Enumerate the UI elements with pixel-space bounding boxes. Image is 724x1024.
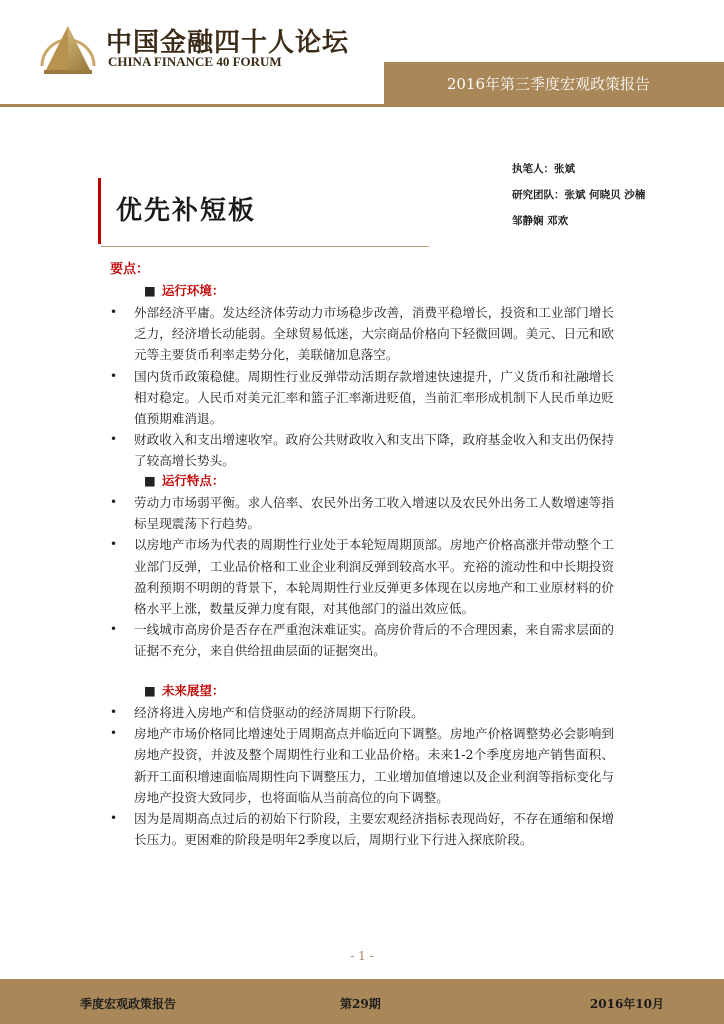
key-points-label: 要点： bbox=[110, 262, 150, 277]
document-title: 优先补短板 bbox=[116, 196, 257, 226]
footer-date: 2016年10月 bbox=[589, 997, 664, 1011]
black-square-icon: ■ bbox=[144, 283, 156, 298]
cf40-logo bbox=[38, 16, 98, 78]
section-heading: ■ 运行特点： bbox=[144, 473, 225, 488]
footer-band bbox=[0, 979, 724, 1024]
section-heading: ■ 运行环境： bbox=[144, 283, 225, 298]
page-number: - 1 - bbox=[350, 949, 374, 963]
title-divider bbox=[101, 246, 429, 247]
list-item: • 外部经济平庸。发达经济体劳动力市场稳步改善，消费平稳增长，投资和工业部门增长乏力，经济增长动能弱。全球贸易低迷，大宗商品价格向下轻微回调。美元、日元和欧元等主要货币利率走势分化，美联储加息落空。 bbox=[110, 302, 614, 366]
list-item: • 国内货币政策稳健。周期性行业反弹带动活期存款增速快速提升，广义货币和社融增长相对稳定。人民币对美元汇率和篮子汇率渐进贬值，当前汇率形成机制下人民币单边贬值预期难消退。 bbox=[110, 366, 614, 430]
writer-line: 执笔人：张斌 bbox=[512, 163, 575, 175]
list-item: • 劳动力市场弱平衡。求人倍率、农民外出务工收入增速以及农民外出务工人数增速等指标呈现震荡下行趋势。 bbox=[110, 492, 614, 534]
section-operating-environment bbox=[110, 280, 614, 472]
report-title-band bbox=[384, 62, 724, 104]
section-heading: ■ 未来展望： bbox=[144, 683, 225, 698]
org-name-cn: 中国金融四十人论坛 bbox=[106, 28, 350, 58]
list-item: • 经济将进入房地产和信贷驱动的经济周期下行阶段。 bbox=[110, 702, 614, 723]
section-operating-features bbox=[110, 470, 614, 662]
team-line-2: 邹静娴 邓欢 bbox=[512, 215, 569, 227]
list-item: • 财政收入和支出增速收窄。政府公共财政收入和支出下降，政府基金收入和支出仍保持了较高增长势头。 bbox=[110, 429, 614, 471]
list-item: • 房地产市场价格同比增速处于周期高点并临近向下调整。房地产价格调整势必会影响到房地产投资，并波及整个周期性行业和工业品价格。未来1-2个季度房地产销售面积、新开工面积增速面临周期性向下调整压力，工业增加值增速以及企业利润等指标变化与房地产投资大致同步，也将面临从当前高位的向下调整。 bbox=[110, 723, 614, 808]
footer-issue: 第29期 bbox=[340, 997, 381, 1011]
team-line-1: 研究团队：张斌 何晓贝 沙楠 bbox=[512, 189, 646, 201]
header-divider bbox=[0, 104, 724, 107]
list-item: • 以房地产市场为代表的周期性行业处于本轮短周期顶部。房地产价格高涨并带动整个工业部门反弹，工业品价格和工业企业利润反弹到较高水平。充裕的流动性和中长期投资盈利预期不明朗的背景下，本轮周期性行业反弹更多体现在以房地产和工业原材料的价格水平上涨，数量反弹力度有限，对其他部门的溢出效应低。 bbox=[110, 534, 614, 619]
org-name-en: CHINA FINANCE 40 FORUM bbox=[108, 54, 282, 69]
black-square-icon: ■ bbox=[144, 683, 156, 698]
author-block bbox=[512, 156, 645, 234]
bullet-list bbox=[110, 702, 614, 850]
bullet-list bbox=[110, 302, 614, 472]
section-outlook bbox=[110, 680, 614, 850]
footer-report-name: 季度宏观政策报告 bbox=[80, 997, 177, 1011]
list-item: • 因为是周期高点过后的初始下行阶段，主要宏观经济指标表现尚好，不存在通缩和保增长压力。更困难的阶段是明年2季度以后，周期行业下行进入探底阶段。 bbox=[110, 808, 614, 850]
bullet-list bbox=[110, 492, 614, 662]
black-square-icon: ■ bbox=[144, 473, 156, 488]
title-accent-bar bbox=[98, 178, 101, 244]
report-title: 2016年第三季度宏观政策报告 bbox=[446, 75, 650, 93]
list-item: • 一线城市高房价是否存在严重泡沫难证实。高房价背后的不合理因素，来自需求层面的证据不充分，来自供给扭曲层面的证据突出。 bbox=[110, 619, 614, 661]
